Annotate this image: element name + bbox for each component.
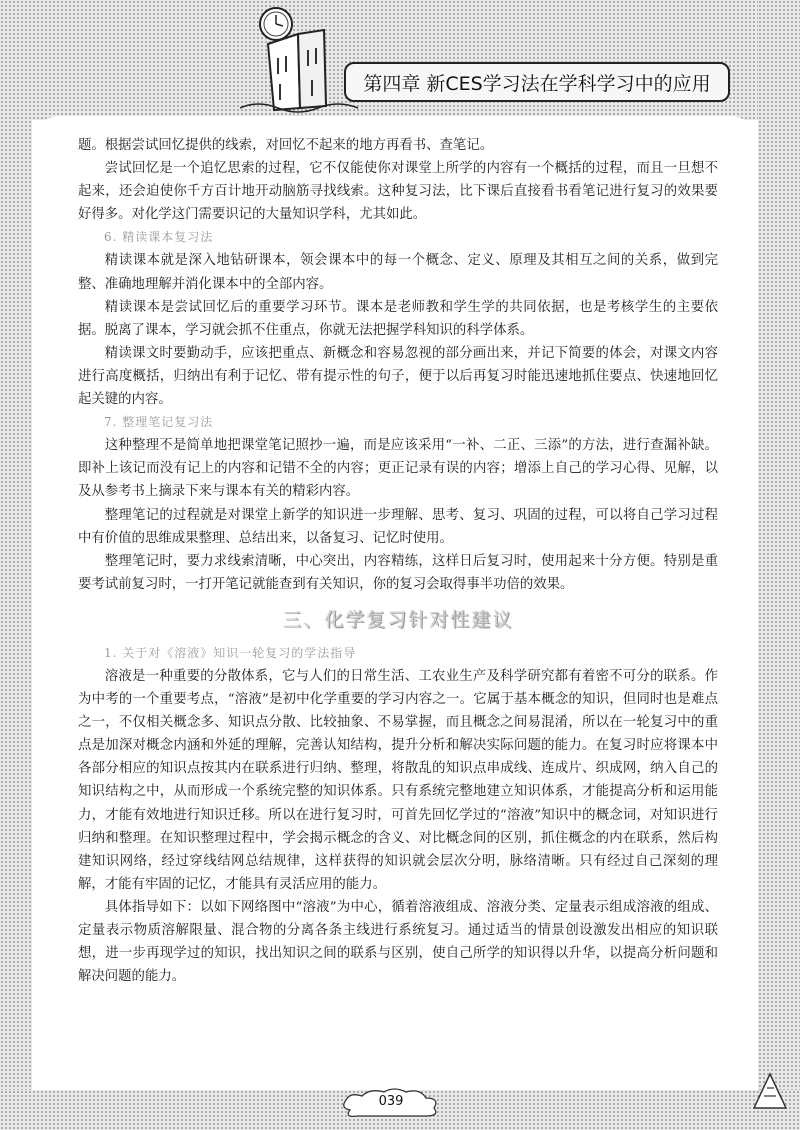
subsection-heading: 7. 整理笔记复习法 [104, 415, 214, 430]
decorative-border-right [758, 0, 800, 1130]
paragraph: 整理笔记的过程就是对课堂上新学的知识进一步理解、思考、复习、巩固的过程，可以将自己学习过程中有价值的思维成果整理、总结出来，以备复习、记忆时使用。 [78, 507, 718, 546]
decorative-border-top [0, 0, 800, 120]
section-title: 三、化学复习针对性建议 [282, 608, 514, 631]
subsection-heading: 6. 精读课本复习法 [104, 230, 214, 245]
page-number-badge [336, 1086, 446, 1122]
paragraph: 精读课本就是深入地钻研课本，领会课本中的每一个概念、定义、原理及其相互之间的关系，做到完整、准确地理解并消化课本中的全部内容。 [78, 253, 718, 292]
paragraph: 尝试回忆是一个追忆思索的过程，它不仅能使你对课堂上所学的内容有一个概括的过程，而且一旦想不起来，还会迫使你千方百计地开动脑筋寻找线索。这种复习法，比下课后直接看书看笔记进行复习的效果要好得多。对化学这门需要识记的大量知识学科，尤其如此。 [78, 161, 718, 223]
main-text [78, 134, 718, 988]
paragraph: 精读课本是尝试回忆后的重要学习环节。课本是老师教和学生学的共同依据，也是考核学生的主要依据。脱离了课本，学习就会抓不住重点，你就无法把握学科知识的科学体系。 [78, 299, 718, 338]
corner-doodle-icon [750, 1068, 790, 1112]
paragraph: 题。根据尝试回忆提供的线索，对回忆不起来的地方再看书、查笔记。 [78, 138, 494, 153]
paragraph: 这种整理不是简单地把课堂笔记照抄一遍，而是应该采用“一补、二正、三添”的方法，进行查漏补缺。即补上该记而没有记上的内容和记错不全的内容；更正记录有误的内容；增添上自己的学习心得、见解，以及从参考书上摘录下来与课本有关的精彩内容。 [78, 438, 718, 500]
decorative-border-left [0, 0, 32, 1130]
paragraph: 精读课文时要勤动手，应该把重点、新概念和容易忽视的部分画出来，并记下简要的体会，对课文内容进行高度概括，归纳出有利于记忆、带有提示性的句子，便于以后再复习时能迅速地抓住要点、快速地回忆起关键的内容。 [78, 345, 718, 408]
chapter-title-banner [344, 62, 730, 102]
paragraph: 具体指导如下：以如下网络图中“溶液”为中心，循着溶液组成、溶液分类、定量表示组成溶液的组成、定量表示物质溶解限量、混合物的分离各条主线进行系统复习。通过适当的情景创设激发出相应的知识联想，进一步再现学过的知识，找出知识之间的联系与区别，使自己所学的知识得以升华，以提高分析问题和解决问题的能力。 [78, 899, 718, 985]
paragraph: 整理笔记时，要力求线索清晰，中心突出，内容精练，这样日后复习时，使用起来十分方便。特别是重要考试前复习时，一打开笔记就能查到有关知识，你的复习会取得事半功倍的效果。 [78, 553, 718, 592]
page-number: 039 [378, 1094, 404, 1109]
paragraph: 溶液是一种重要的分散体系，它与人们的日常生活、工农业生产及科学研究都有着密不可分的联系。作为中考的一个重要考点，“溶液”是初中化学重要的学习内容之一。它属于基本概念的知识，但同时也是难点之一，不仅相关概念多、知识点分散、比较抽象、不易掌握，而且概念之间易混淆，所以在一轮复习中的重点是加深对概念内涵和外延的理解，完善认知结构，提升分析和解决实际问题的能力。在复习时应将课本中各部分相应的知识点按其内在联系进行归纳、整理，将散乱的知识点串成线、连成片、织成网，纳入自己的知识结构之中，从而形成一个系统完整的知识体系。只有系统完整地建立知识体系，才能提高分析和运用能力，才能有效地进行知识迁移。所以在进行复习时，可首先回忆学过的“溶液”知识中的概念词，对知识进行归纳和整理。在知识整理过程中，学会揭示概念的含义、对比概念间的区别，抓住概念的内在联系，然后构建知识网络，经过穿线结网总结规律，这样获得的知识就会层次分明，脉络清晰。只有经过自己深刻的理解，才能有牢固的记忆，才能具有灵活应用的能力。 [78, 668, 718, 892]
chapter-title: 第四章 新CES学习法在学科学习中的应用 [363, 72, 711, 95]
subsection-heading: 1. 关于对《溶液》知识一轮复习的学法指导 [104, 645, 357, 660]
